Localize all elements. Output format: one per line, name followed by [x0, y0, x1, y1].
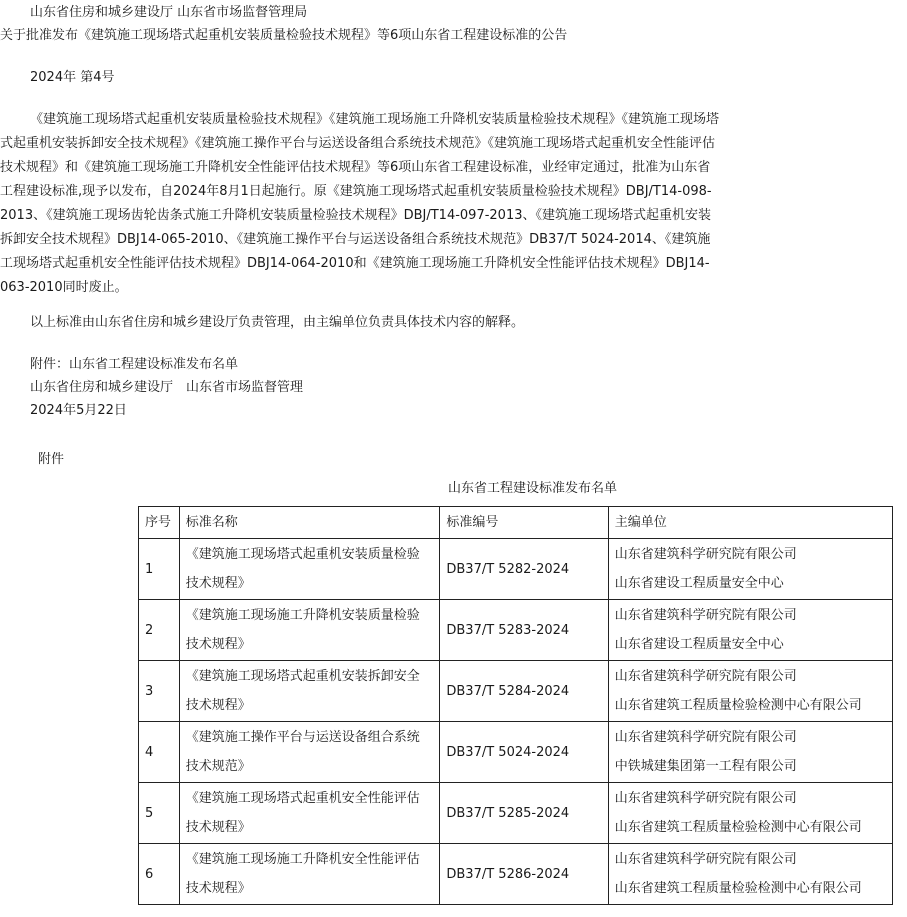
- announcement-title: 关于批准发布《建筑施工现场塔式起重机安装质量检验技术规程》等6项山东省工程建设标准的公告: [0, 28, 568, 43]
- editor-orgs: 山东省建筑科学研究院有限公司 山东省建筑工程质量检验检测中心有限公司: [608, 844, 892, 905]
- standard-code: DB37/T 5285-2024: [440, 783, 608, 844]
- standard-code: DB37/T 5284-2024: [440, 661, 608, 722]
- standard-code: DB37/T 5024-2024: [440, 722, 608, 783]
- table-row: [139, 600, 893, 661]
- row-number: 5: [139, 783, 180, 844]
- standards-table: [138, 506, 893, 905]
- table-header-row: [139, 507, 893, 539]
- column-header-name: 标准名称: [179, 507, 440, 539]
- row-number: 4: [139, 722, 180, 783]
- column-header-org: 主编单位: [608, 507, 892, 539]
- issuer-line: 山东省住房和城乡建设厅 山东省市场监督管理局: [30, 5, 308, 20]
- standard-name: 《建筑施工现场塔式起重机安装质量检验 技术规程》: [179, 539, 440, 600]
- management-paragraph: 以上标准由山东省住房和城乡建设厅负责管理，由主编单位负责具体技术内容的解释。: [30, 315, 525, 330]
- standard-code: DB37/T 5286-2024: [440, 844, 608, 905]
- table-row: [139, 661, 893, 722]
- row-number: 2: [139, 600, 180, 661]
- attachment-reference: 附件：山东省工程建设标准发布名单: [30, 357, 239, 372]
- editor-orgs: 山东省建筑科学研究院有限公司 山东省建筑工程质量检验检测中心有限公司: [608, 783, 892, 844]
- standard-code: DB37/T 5283-2024: [440, 600, 608, 661]
- table-row: [139, 844, 893, 905]
- table-caption: 山东省工程建设标准发布名单: [448, 481, 618, 496]
- document-number: 2024年 第4号: [30, 70, 115, 85]
- editor-orgs: 山东省建筑科学研究院有限公司 山东省建筑工程质量检验检测中心有限公司: [608, 661, 892, 722]
- table-row: [139, 722, 893, 783]
- signature-date: 2024年5月22日: [30, 403, 127, 418]
- body-paragraph: 《建筑施工现场塔式起重机安装质量检验技术规程》《建筑施工现场施工升降机安装质量检验技术规程》《建筑施工现场塔式起重机安装拆卸安全技术规程》《建筑施工操作平台与运送设备组合系统技术规范》《建筑施工现场塔式起重机安全性能评估技术规程》和《建筑施工现场施工升降机安全性能评估技术规程》等6项山东省工程建设标准，业经审定通过，批准为山东省工程建设标准,现予以发布，自2024年8月1日起施行。原《建筑施工现场塔式起重机安装质量检验技术规程》DBJ/T14-098-2013、《建筑施工现场齿轮齿条式施工升降机安装质量检验技术规程》DBJ/T14-097-2013、《建筑施工现场塔式起重机安装拆卸安全技术规程》DBJ14-065-2010、《建筑施工操作平台与运送设备组合系统技术规范》DB37/T 5024-2014、《建筑施工现场塔式起重机安全性能评估技术规程》DBJ14-064-2010和《建筑施工现场施工升降机安全性能评估技术规程》DBJ14-063-2010同时废止。: [0, 112, 720, 295]
- row-number: 3: [139, 661, 180, 722]
- table-row: [139, 783, 893, 844]
- standard-name: 《建筑施工现场施工升降机安装质量检验 技术规程》: [179, 600, 440, 661]
- editor-orgs: 山东省建筑科学研究院有限公司 山东省建设工程质量安全中心: [608, 600, 892, 661]
- row-number: 6: [139, 844, 180, 905]
- standard-name: 《建筑施工现场塔式起重机安装拆卸安全 技术规程》: [179, 661, 440, 722]
- standard-code: DB37/T 5282-2024: [440, 539, 608, 600]
- row-number: 1: [139, 539, 180, 600]
- standard-name: 《建筑施工操作平台与运送设备组合系统 技术规范》: [179, 722, 440, 783]
- column-header-number: 序号: [139, 507, 180, 539]
- editor-orgs: 山东省建筑科学研究院有限公司 中铁城建集团第一工程有限公司: [608, 722, 892, 783]
- table-row: [139, 539, 893, 600]
- standard-name: 《建筑施工现场施工升降机安全性能评估 技术规程》: [179, 844, 440, 905]
- attachment-heading: 附件: [38, 452, 65, 467]
- editor-orgs: 山东省建筑科学研究院有限公司 山东省建设工程质量安全中心: [608, 539, 892, 600]
- standard-name: 《建筑施工现场塔式起重机安全性能评估 技术规程》: [179, 783, 440, 844]
- column-header-code: 标准编号: [440, 507, 608, 539]
- signature-organizations: 山东省住房和城乡建设厅 山东省市场监督管理: [30, 380, 304, 395]
